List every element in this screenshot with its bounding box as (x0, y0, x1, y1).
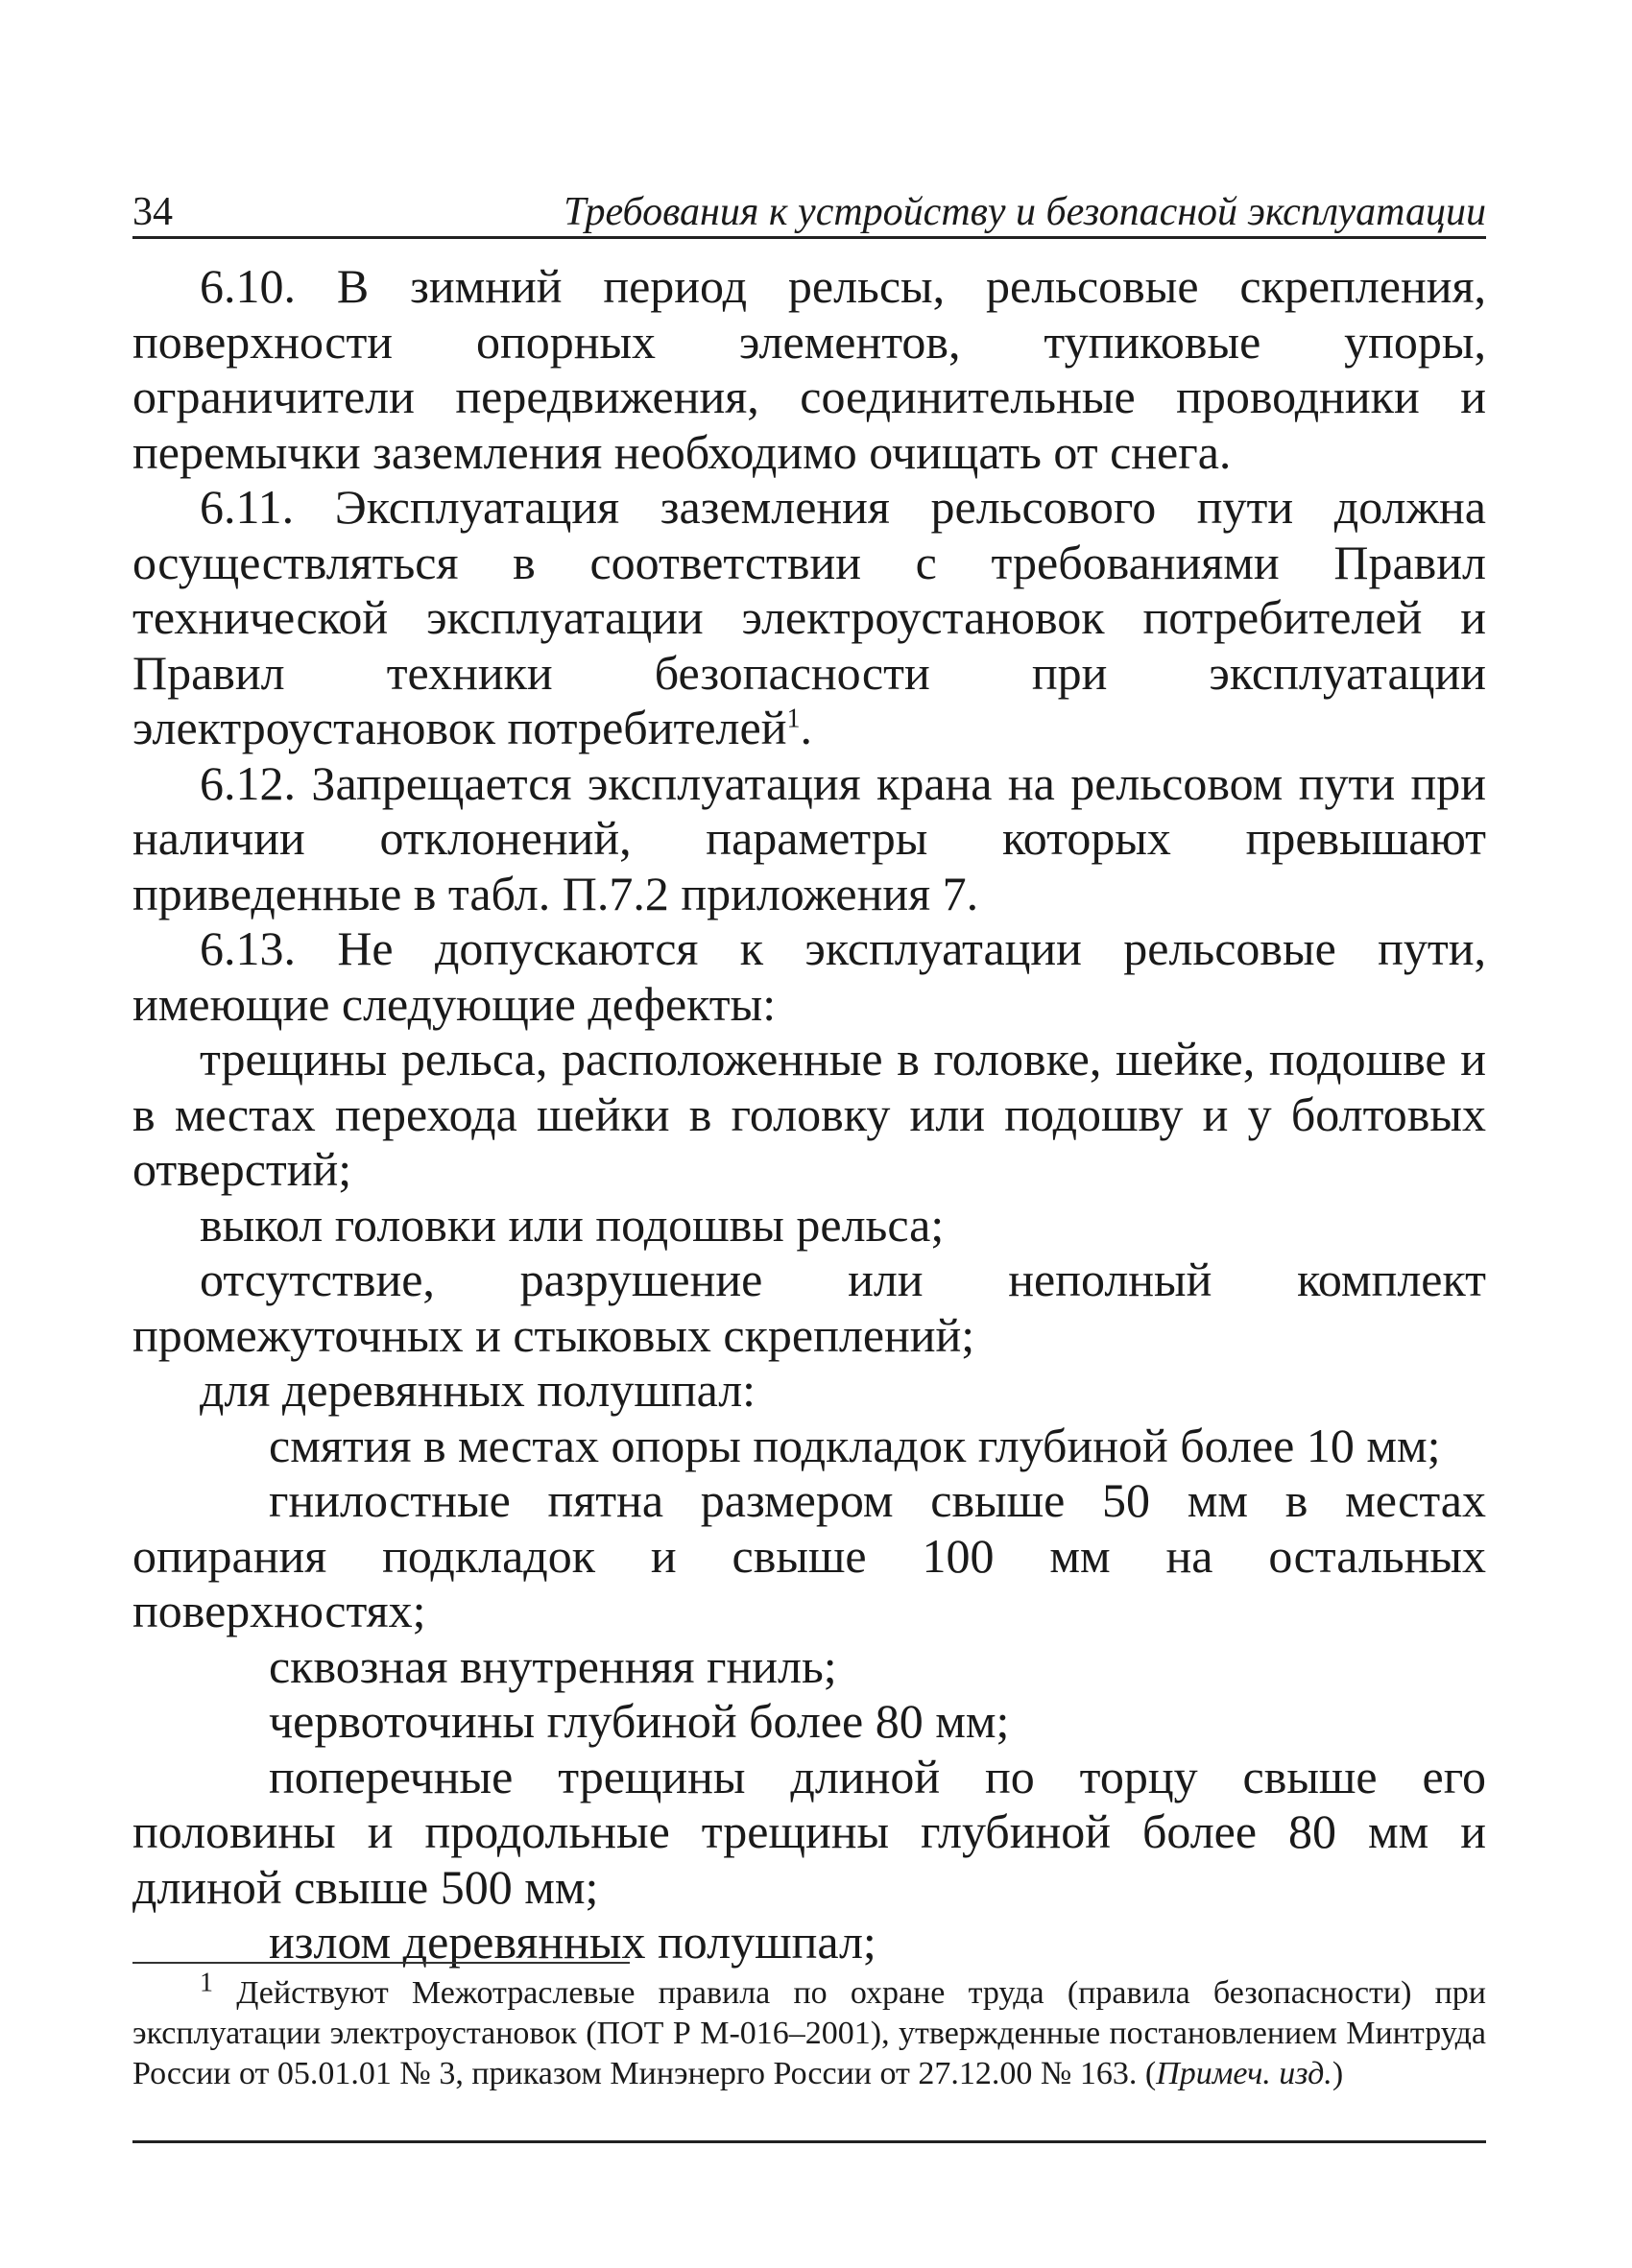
defect-item: отсутствие, разрушение или неполный комплект промежуточных и стыковых скреплений; (132, 1253, 1486, 1362)
editor-note-tag: Примеч. изд. (1156, 2056, 1332, 2091)
defect-item: выкол головки или подошвы рельса; (200, 1197, 945, 1252)
paragraph-6-11-end: . (800, 701, 812, 754)
footnote-divider (132, 1962, 630, 1964)
running-title: Требования к устройству и безопасной эксплуатации (564, 190, 1486, 234)
main-text (132, 259, 1486, 1970)
paragraph-6-13: 6.13. Не допускаются к эксплуатации рельсовые пути, имеющие следующие дефекты: (132, 921, 1486, 1031)
footnote-reference[interactable]: 1 (786, 704, 801, 734)
running-header (132, 188, 1486, 239)
paragraph-6-11-text: 6.11. Эксплуатация заземления рельсового пути должна осуществляться в соответствии с требованиями Правил технической эксплуатации электроустановок потребителей и Правил техники безопасности при эксплуатации электроустановок потребителей (132, 480, 1486, 754)
wooden-defect-item: излом деревянных полушпал; (269, 1915, 876, 1969)
footnote-text: Действуют Межотраслевые правила по охране труда (правила безопасности) при эксплуатации электроустановок (ПОТ Р М-016–2001), утвержденные постановлением Минтруда России от 05.01.01 № 3, приказом Минэнерго России от 27.12.00 № 163. ( (132, 1975, 1486, 2091)
wooden-defect-item: смятия в местах опоры подкладок глубиной более 10 мм; (269, 1418, 1441, 1472)
footnote-marker: 1 (200, 1968, 213, 1998)
footnote (132, 1968, 1486, 2094)
paragraph-6-11 (132, 480, 1486, 756)
paragraph-6-12: 6.12. Запрещается эксплуатация крана на рельсовом пути при наличии отклонений, параметры которых превышают приведенные в табл. П.7.2 приложения 7. (132, 755, 1486, 920)
bottom-divider (132, 2140, 1486, 2143)
wooden-defect-item: поперечные трещины длиной по торцу свыше его половины и продольные трещины глубиной более 80 мм и длиной свыше 500 мм; (132, 1749, 1486, 1914)
defect-item: трещины рельса, расположенные в головке, шейке, подошве и в местах перехода шейки в головку или подошву и у болтовых отверстий; (132, 1032, 1486, 1196)
page-number: 34 (132, 190, 173, 234)
wooden-defect-item: гнилостные пятна размером свыше 50 мм в местах опирания подкладок и свыше 100 мм на остальных поверхностях; (132, 1473, 1486, 1637)
wooden-defect-item: сквозная внутренняя гниль; (269, 1638, 837, 1693)
defect-item: для деревянных полушпал: (200, 1363, 756, 1417)
document-page (132, 188, 1486, 2146)
paragraph-6-10: 6.10. В зимний период рельсы, рельсовые скрепления, поверхности опорных элементов, тупиковые упоры, ограничители передвижения, соединительные проводники и перемычки заземления необходимо очищать от снега. (132, 259, 1486, 479)
footnote-close: ) (1332, 2056, 1344, 2091)
wooden-defect-item: червоточины глубиной более 80 мм; (269, 1694, 1010, 1748)
